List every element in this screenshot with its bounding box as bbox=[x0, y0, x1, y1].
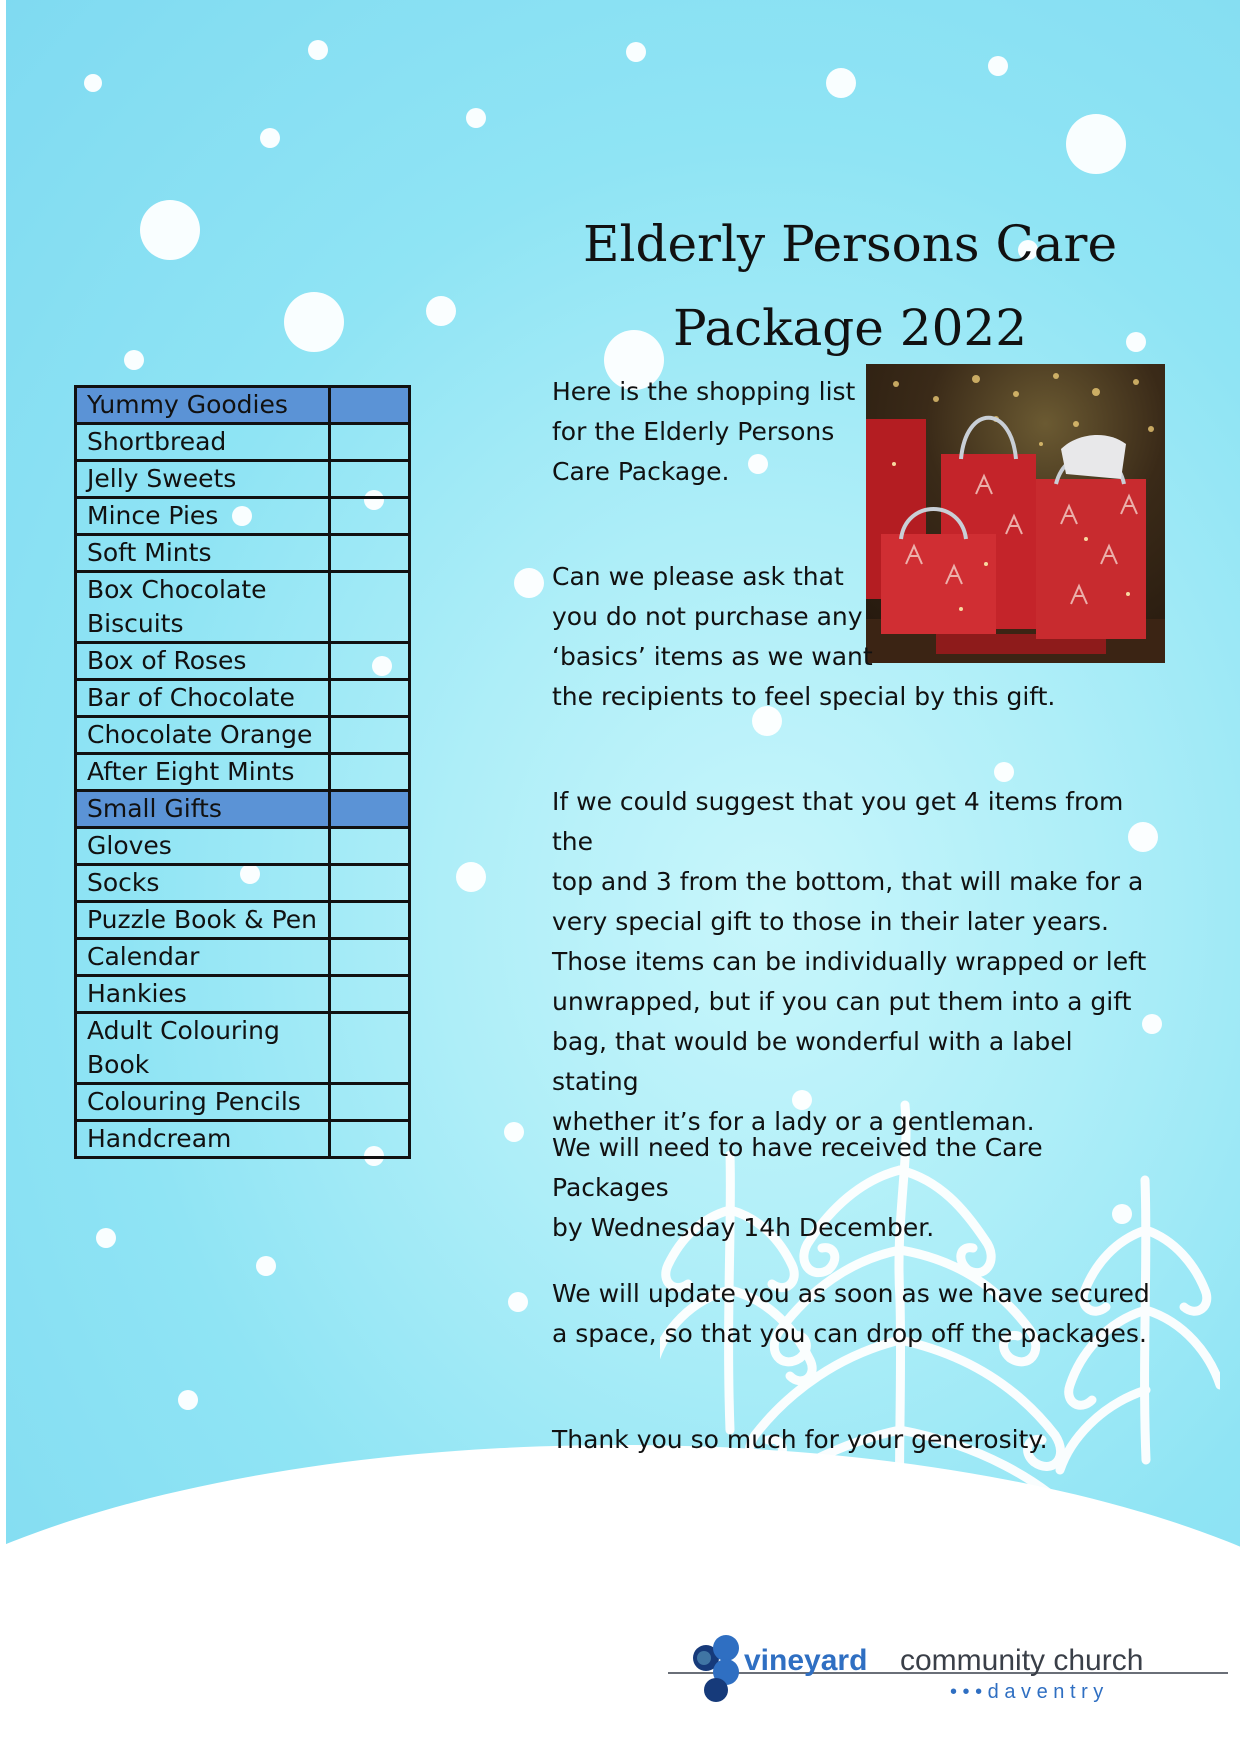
text-line: Those items can be individually wrapped or left bbox=[552, 947, 1147, 976]
item-name bbox=[76, 572, 330, 643]
list-item-row bbox=[76, 1084, 410, 1121]
item-name bbox=[76, 1013, 330, 1084]
text-line: top and 3 from the bottom, that will make for a bbox=[552, 867, 1144, 896]
item-checkbox-cell bbox=[329, 902, 409, 939]
item-name: After Eight Mints bbox=[76, 754, 330, 791]
item-name-line: Adult Colouring bbox=[87, 1016, 280, 1045]
snowflake bbox=[284, 292, 344, 352]
section-title: Small Gifts bbox=[76, 791, 330, 828]
text-line: Can we please ask that bbox=[552, 562, 844, 591]
item-checkbox-cell bbox=[329, 498, 409, 535]
item-name: Calendar bbox=[76, 939, 330, 976]
item-name-line: Book bbox=[87, 1050, 150, 1079]
list-item-row bbox=[76, 939, 410, 976]
item-checkbox-cell bbox=[329, 387, 409, 424]
item-name: Box of Roses bbox=[76, 643, 330, 680]
list-item-row bbox=[76, 461, 410, 498]
grape-cluster-icon bbox=[693, 1635, 739, 1702]
text-line: Care Package. bbox=[552, 457, 730, 486]
item-checkbox-cell bbox=[329, 1084, 409, 1121]
section-header-row bbox=[76, 791, 410, 828]
item-checkbox-cell bbox=[329, 572, 409, 643]
text-line: We will update you as soon as we have secured bbox=[552, 1279, 1150, 1308]
basics-paragraph bbox=[552, 557, 1152, 717]
item-name-line: Box Chocolate bbox=[87, 575, 267, 604]
title-line: Elderly Persons Care bbox=[582, 214, 1118, 273]
snowflake bbox=[508, 1292, 528, 1312]
text-line: the recipients to feel special by this gift. bbox=[552, 682, 1056, 711]
snowflake bbox=[426, 296, 456, 326]
snowflake bbox=[514, 568, 544, 598]
text-line: for the Elderly Persons bbox=[552, 417, 835, 446]
text-line: by Wednesday 14h December. bbox=[552, 1213, 935, 1242]
list-item-row bbox=[76, 572, 410, 643]
list-item-row bbox=[76, 865, 410, 902]
text-line: you do not purchase any bbox=[552, 602, 863, 631]
text-line: If we could suggest that you get 4 items from the bbox=[552, 787, 1124, 856]
section-header-row bbox=[76, 387, 410, 424]
snowflake bbox=[826, 68, 856, 98]
text-line: We will need to have received the Care Packages bbox=[552, 1133, 1043, 1202]
text-line: Thank you so much for your generosity. bbox=[552, 1425, 1048, 1454]
snowflake bbox=[308, 40, 328, 60]
text-line: very special gift to those in their later years. bbox=[552, 907, 1109, 936]
item-checkbox-cell bbox=[329, 1121, 409, 1158]
item-name-line: Biscuits bbox=[87, 609, 184, 638]
snowflake bbox=[504, 1122, 524, 1142]
item-name: Bar of Chocolate bbox=[76, 680, 330, 717]
snowflake bbox=[466, 108, 486, 128]
item-checkbox-cell bbox=[329, 754, 409, 791]
item-checkbox-cell bbox=[329, 680, 409, 717]
snowflake bbox=[988, 56, 1008, 76]
item-name: Colouring Pencils bbox=[76, 1084, 330, 1121]
item-checkbox-cell bbox=[329, 939, 409, 976]
list-item-row bbox=[76, 1121, 410, 1158]
snowflake bbox=[994, 762, 1014, 782]
shopping-list-table bbox=[74, 385, 411, 1159]
item-name: Chocolate Orange bbox=[76, 717, 330, 754]
text-line: bag, that would be wonderful with a label stating bbox=[552, 1027, 1073, 1096]
logo-name: community church bbox=[900, 1644, 1144, 1677]
snowflake bbox=[260, 128, 280, 148]
snowflake bbox=[456, 862, 486, 892]
list-item-row bbox=[76, 902, 410, 939]
item-checkbox-cell bbox=[329, 535, 409, 572]
list-item-row bbox=[76, 498, 410, 535]
list-item-row bbox=[76, 828, 410, 865]
update-paragraph bbox=[552, 1274, 1152, 1354]
logo-location: • • • d a v e n t r y bbox=[950, 1681, 1104, 1703]
item-checkbox-cell bbox=[329, 461, 409, 498]
intro-paragraph bbox=[552, 372, 1152, 492]
item-name: Gloves bbox=[76, 828, 330, 865]
list-item-row bbox=[76, 643, 410, 680]
item-checkbox-cell bbox=[329, 1013, 409, 1084]
snowflake bbox=[178, 1390, 198, 1410]
flyer-title bbox=[540, 202, 1160, 370]
item-name: Jelly Sweets bbox=[76, 461, 330, 498]
snowflake bbox=[140, 200, 200, 260]
item-name: Shortbread bbox=[76, 424, 330, 461]
item-checkbox-cell bbox=[329, 828, 409, 865]
text-line: whether it’s for a lady or a gentleman. bbox=[552, 1107, 1035, 1136]
shopping-list-body bbox=[76, 387, 410, 1158]
item-checkbox-cell bbox=[329, 424, 409, 461]
item-checkbox-cell bbox=[329, 717, 409, 754]
church-logo bbox=[668, 1618, 1228, 1708]
snowflake bbox=[626, 42, 646, 62]
item-checkbox-cell bbox=[329, 791, 409, 828]
page-edge bbox=[0, 0, 6, 1754]
item-name: Hankies bbox=[76, 976, 330, 1013]
text-line: unwrapped, but if you can put them into a gift bbox=[552, 987, 1132, 1016]
list-item-row bbox=[76, 754, 410, 791]
list-item-row bbox=[76, 717, 410, 754]
item-name: Puzzle Book & Pen bbox=[76, 902, 330, 939]
list-item-row bbox=[76, 535, 410, 572]
item-checkbox-cell bbox=[329, 865, 409, 902]
text-line: Here is the shopping list bbox=[552, 377, 856, 406]
snowflake bbox=[84, 74, 102, 92]
section-title: Yummy Goodies bbox=[76, 387, 330, 424]
item-checkbox-cell bbox=[329, 643, 409, 680]
suggestion-paragraph bbox=[552, 782, 1152, 1142]
item-name: Handcream bbox=[76, 1121, 330, 1158]
snowflake bbox=[1066, 114, 1126, 174]
title-line: Package 2022 bbox=[672, 298, 1028, 357]
item-name: Mince Pies bbox=[76, 498, 330, 535]
item-name: Soft Mints bbox=[76, 535, 330, 572]
text-line: ‘basics’ items as we want bbox=[552, 642, 873, 671]
list-item-row bbox=[76, 1013, 410, 1084]
thanks-paragraph bbox=[552, 1420, 1152, 1460]
item-checkbox-cell bbox=[329, 976, 409, 1013]
list-item-row bbox=[76, 680, 410, 717]
text-line: a space, so that you can drop off the packages. bbox=[552, 1319, 1147, 1348]
snowflake bbox=[124, 350, 144, 370]
snowflake bbox=[96, 1228, 116, 1248]
list-item-row bbox=[76, 976, 410, 1013]
item-name: Socks bbox=[76, 865, 330, 902]
snowflake bbox=[256, 1256, 276, 1276]
deadline-paragraph bbox=[552, 1128, 1152, 1248]
list-item-row bbox=[76, 424, 410, 461]
logo-brand: vineyard bbox=[744, 1644, 868, 1677]
